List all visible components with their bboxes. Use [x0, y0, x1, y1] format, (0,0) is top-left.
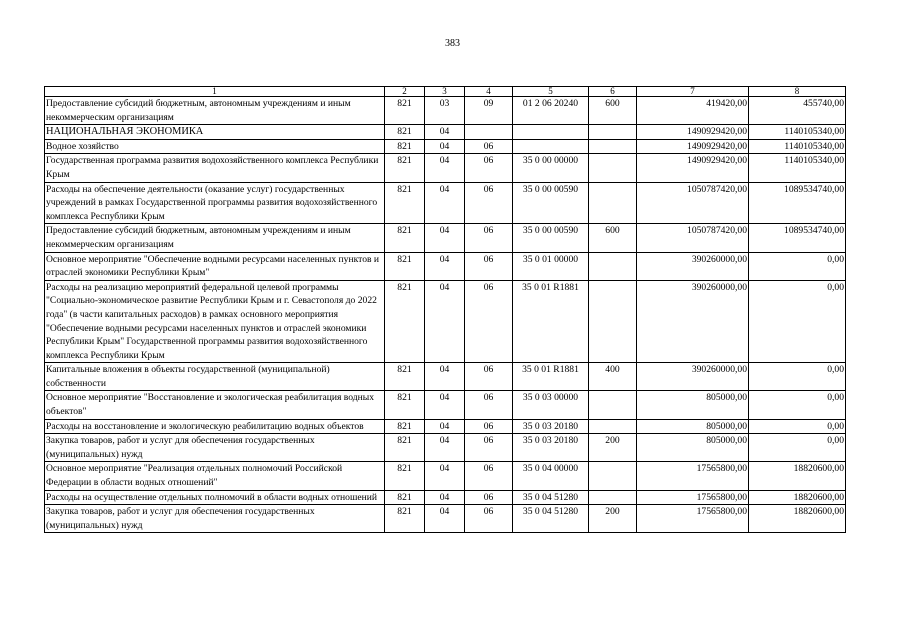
cell-subsection-code: 06 [465, 139, 513, 154]
cell-expense-type [589, 182, 637, 224]
cell-expense-type [589, 280, 637, 363]
cell-target-code: 01 2 06 20240 [513, 97, 589, 125]
column-header: 2 [385, 87, 425, 97]
cell-target-code: 35 0 00 00000 [513, 154, 589, 182]
cell-expense-type: 600 [589, 97, 637, 125]
cell-amount-1: 17565800,00 [637, 490, 749, 505]
row-name: Расходы на восстановление и экологическую реабилитацию водных объектов [45, 419, 385, 434]
cell-target-code: 35 0 00 00590 [513, 224, 589, 252]
cell-amount-2: 0,00 [749, 252, 846, 280]
row-name: Основное мероприятие "Обеспечение водными ресурсами населенных пунктов и отраслей экономики Республики Крым" [45, 252, 385, 280]
table-row [45, 252, 846, 280]
cell-target-code: 35 0 04 51280 [513, 505, 589, 533]
column-header: 5 [513, 87, 589, 97]
cell-ministry-code: 821 [385, 363, 425, 391]
cell-subsection-code: 09 [465, 97, 513, 125]
table-row [45, 434, 846, 462]
row-name: Предоставление субсидий бюджетным, автономным учреждениям и иным некоммерческим организациям [45, 224, 385, 252]
cell-ministry-code: 821 [385, 224, 425, 252]
row-name: Закупка товаров, работ и услуг для обеспечения государственных (муниципальных) нужд [45, 434, 385, 462]
row-name: Водное хозяйство [45, 139, 385, 154]
cell-amount-1: 1490929420,00 [637, 139, 749, 154]
table-row [45, 182, 846, 224]
cell-amount-1: 1490929420,00 [637, 154, 749, 182]
cell-expense-type: 400 [589, 363, 637, 391]
cell-ministry-code: 821 [385, 182, 425, 224]
cell-expense-type: 200 [589, 434, 637, 462]
cell-target-code: 35 0 03 20180 [513, 419, 589, 434]
cell-section-code: 04 [425, 224, 465, 252]
cell-section-code: 04 [425, 363, 465, 391]
cell-amount-2: 0,00 [749, 280, 846, 363]
column-header: 1 [45, 87, 385, 97]
cell-amount-2: 18820600,00 [749, 490, 846, 505]
header-row [45, 87, 846, 97]
cell-section-code: 04 [425, 125, 465, 140]
cell-ministry-code: 821 [385, 139, 425, 154]
cell-ministry-code: 821 [385, 125, 425, 140]
cell-amount-1: 805000,00 [637, 391, 749, 419]
cell-section-code: 04 [425, 252, 465, 280]
cell-amount-2: 1089534740,00 [749, 224, 846, 252]
cell-target-code: 35 0 04 51280 [513, 490, 589, 505]
cell-expense-type [589, 391, 637, 419]
cell-ministry-code: 821 [385, 490, 425, 505]
cell-expense-type [589, 154, 637, 182]
cell-target-code: 35 0 01 R1881 [513, 363, 589, 391]
cell-expense-type [589, 139, 637, 154]
cell-section-code: 04 [425, 391, 465, 419]
cell-target-code: 35 0 03 00000 [513, 391, 589, 419]
cell-subsection-code: 06 [465, 280, 513, 363]
cell-target-code: 35 0 01 00000 [513, 252, 589, 280]
row-name: НАЦИОНАЛЬНАЯ ЭКОНОМИКА [45, 125, 385, 140]
cell-amount-1: 805000,00 [637, 419, 749, 434]
cell-expense-type [589, 419, 637, 434]
cell-section-code: 03 [425, 97, 465, 125]
table-row [45, 419, 846, 434]
cell-amount-1: 390260000,00 [637, 280, 749, 363]
cell-subsection-code: 06 [465, 462, 513, 490]
cell-target-code: 35 0 01 R1881 [513, 280, 589, 363]
cell-amount-1: 17565800,00 [637, 505, 749, 533]
cell-expense-type: 600 [589, 224, 637, 252]
table-row [45, 505, 846, 533]
cell-amount-2: 455740,00 [749, 97, 846, 125]
cell-subsection-code: 06 [465, 252, 513, 280]
cell-target-code [513, 125, 589, 140]
budget-table [44, 86, 846, 533]
table-row [45, 97, 846, 125]
table-row [45, 363, 846, 391]
cell-amount-2: 18820600,00 [749, 462, 846, 490]
cell-amount-2: 0,00 [749, 434, 846, 462]
row-name: Капитальные вложения в объекты государственной (муниципальной) собственности [45, 363, 385, 391]
cell-amount-1: 390260000,00 [637, 363, 749, 391]
cell-target-code [513, 139, 589, 154]
row-name: Расходы на реализацию мероприятий федеральной целевой программы "Социально-экономическое развитие Республики Крым и г. Севастополя до 2022 года" (в части капитальных расходов) в рамках основного мероприятия "Обеспечение водными ресурсами населенных пунктов и отраслей экономики Республики Крым" Государственной программы развития водохозяйственного комплекса Республики Крым [45, 280, 385, 363]
cell-section-code: 04 [425, 182, 465, 224]
table-row [45, 154, 846, 182]
table-row [45, 224, 846, 252]
cell-ministry-code: 821 [385, 505, 425, 533]
cell-ministry-code: 821 [385, 280, 425, 363]
cell-target-code: 35 0 04 00000 [513, 462, 589, 490]
column-header: 7 [637, 87, 749, 97]
cell-section-code: 04 [425, 462, 465, 490]
cell-target-code: 35 0 00 00590 [513, 182, 589, 224]
cell-section-code: 04 [425, 139, 465, 154]
column-header: 8 [749, 87, 846, 97]
column-header: 3 [425, 87, 465, 97]
cell-subsection-code: 06 [465, 363, 513, 391]
cell-amount-1: 419420,00 [637, 97, 749, 125]
page-number: 383 [445, 38, 460, 49]
table-row [45, 391, 846, 419]
cell-section-code: 04 [425, 490, 465, 505]
cell-amount-2: 1140105340,00 [749, 154, 846, 182]
row-name: Основное мероприятие "Восстановление и экологическая реабилитация водных объектов" [45, 391, 385, 419]
cell-amount-1: 17565800,00 [637, 462, 749, 490]
cell-ministry-code: 821 [385, 391, 425, 419]
cell-amount-2: 0,00 [749, 363, 846, 391]
cell-subsection-code: 06 [465, 391, 513, 419]
cell-section-code: 04 [425, 154, 465, 182]
cell-amount-2: 0,00 [749, 419, 846, 434]
cell-section-code: 04 [425, 505, 465, 533]
cell-ministry-code: 821 [385, 434, 425, 462]
cell-ministry-code: 821 [385, 252, 425, 280]
cell-subsection-code: 06 [465, 154, 513, 182]
cell-expense-type [589, 125, 637, 140]
cell-amount-2: 1140105340,00 [749, 139, 846, 154]
table-row [45, 490, 846, 505]
cell-amount-2: 0,00 [749, 391, 846, 419]
cell-amount-1: 1050787420,00 [637, 224, 749, 252]
cell-ministry-code: 821 [385, 97, 425, 125]
cell-section-code: 04 [425, 280, 465, 363]
cell-expense-type: 200 [589, 505, 637, 533]
column-header: 6 [589, 87, 637, 97]
column-header: 4 [465, 87, 513, 97]
cell-expense-type [589, 252, 637, 280]
cell-subsection-code: 06 [465, 419, 513, 434]
row-name: Расходы на обеспечение деятельности (оказание услуг) государственных учреждений в рамках Государственной программы развития водохозяйственного комплекса Республики Крым [45, 182, 385, 224]
table-row [45, 125, 846, 140]
cell-ministry-code: 821 [385, 462, 425, 490]
table-row [45, 280, 846, 363]
cell-ministry-code: 821 [385, 154, 425, 182]
cell-amount-1: 805000,00 [637, 434, 749, 462]
table-row [45, 139, 846, 154]
cell-amount-2: 1089534740,00 [749, 182, 846, 224]
cell-subsection-code [465, 125, 513, 140]
cell-subsection-code: 06 [465, 490, 513, 505]
cell-expense-type [589, 462, 637, 490]
cell-section-code: 04 [425, 434, 465, 462]
cell-amount-1: 390260000,00 [637, 252, 749, 280]
row-name: Предоставление субсидий бюджетным, автономным учреждениям и иным некоммерческим организациям [45, 97, 385, 125]
table-row [45, 462, 846, 490]
cell-subsection-code: 06 [465, 434, 513, 462]
row-name: Государственная программа развития водохозяйственного комплекса Республики Крым [45, 154, 385, 182]
cell-subsection-code: 06 [465, 505, 513, 533]
cell-amount-2: 1140105340,00 [749, 125, 846, 140]
cell-target-code: 35 0 03 20180 [513, 434, 589, 462]
row-name: Основное мероприятие "Реализация отдельных полномочий Российской Федерации в области водных отношений" [45, 462, 385, 490]
cell-amount-1: 1050787420,00 [637, 182, 749, 224]
row-name: Расходы на осуществление отдельных полномочий в области водных отношений [45, 490, 385, 505]
cell-section-code: 04 [425, 419, 465, 434]
cell-subsection-code: 06 [465, 182, 513, 224]
row-name: Закупка товаров, работ и услуг для обеспечения государственных (муниципальных) нужд [45, 505, 385, 533]
cell-amount-1: 1490929420,00 [637, 125, 749, 140]
cell-expense-type [589, 490, 637, 505]
cell-subsection-code: 06 [465, 224, 513, 252]
cell-amount-2: 18820600,00 [749, 505, 846, 533]
cell-ministry-code: 821 [385, 419, 425, 434]
